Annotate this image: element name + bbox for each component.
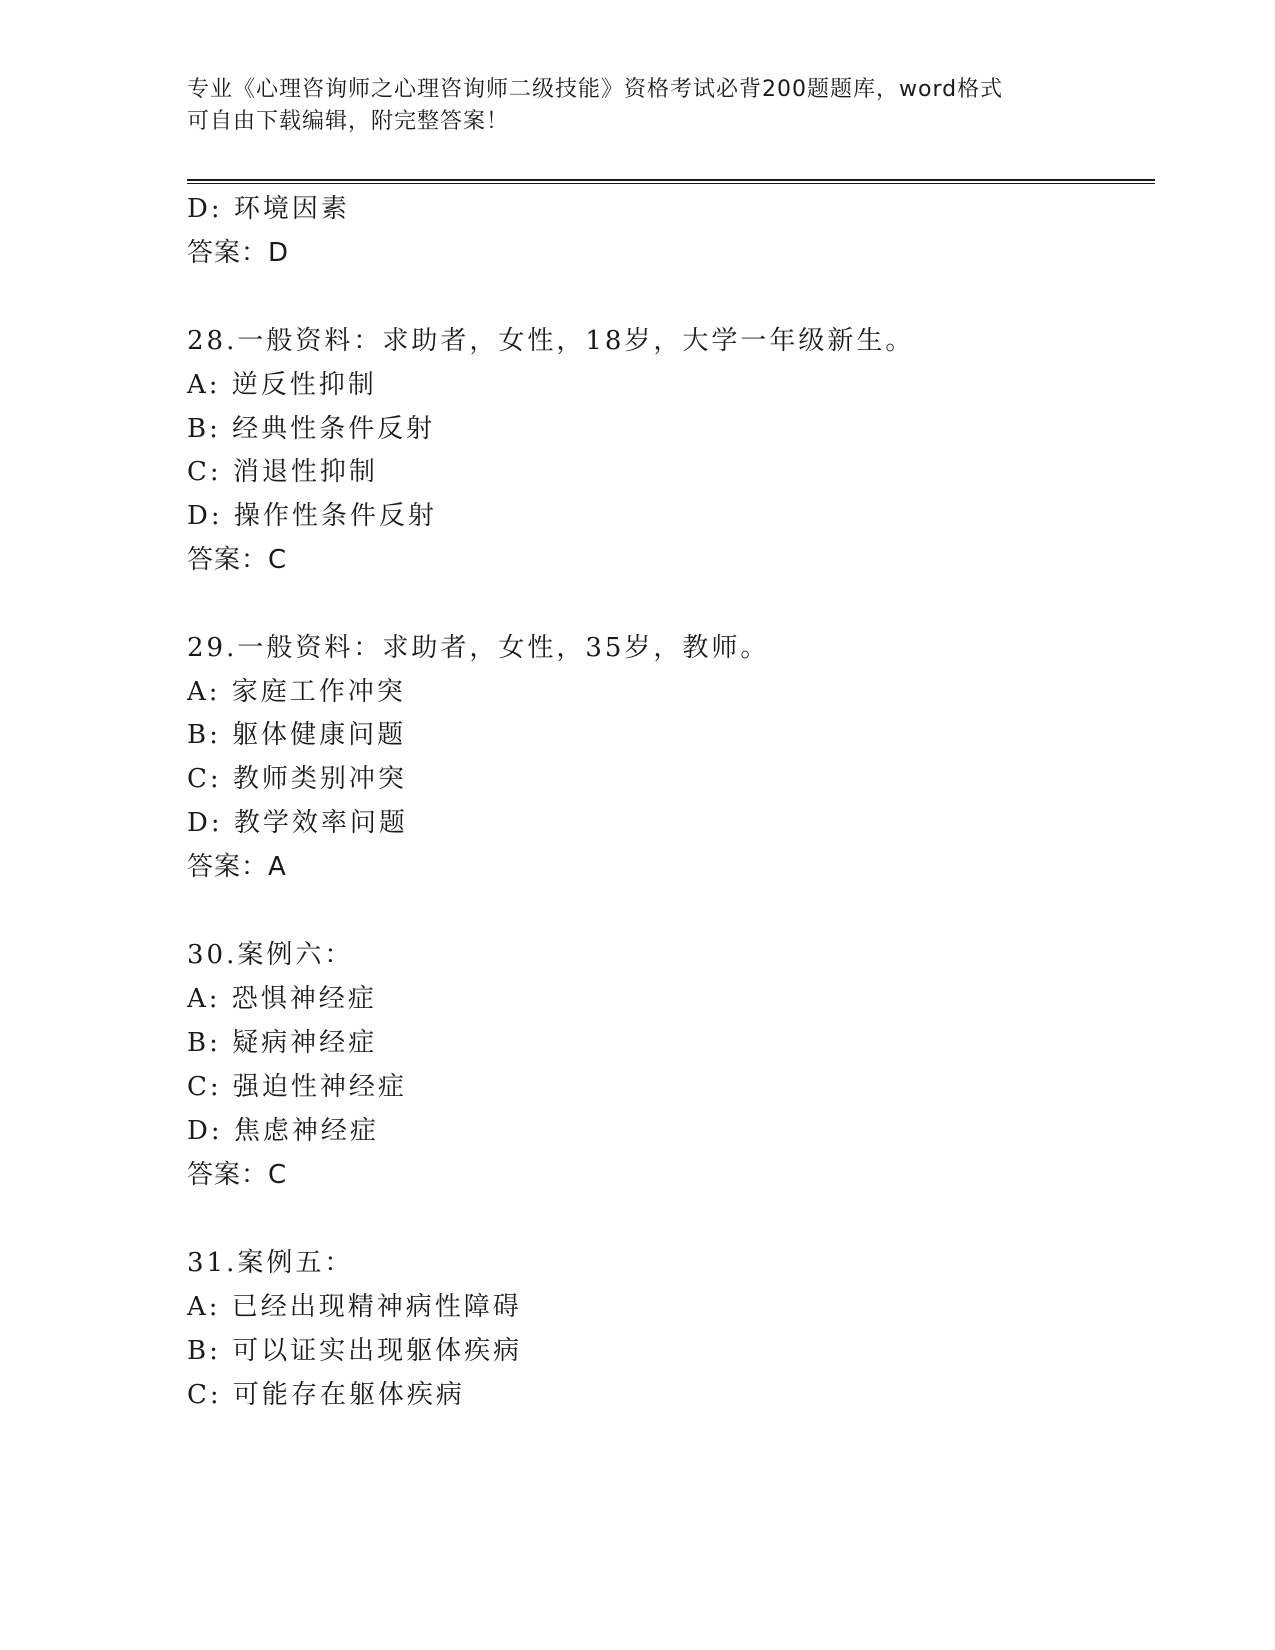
option-b: B: 可以证实出现躯体疾病 [187,1336,523,1366]
option-d: D: 教学效率问题 [187,808,408,838]
option-c: C: 教师类别冲突 [187,764,407,794]
option-b: B: 经典性条件反射 [187,414,436,444]
answer-line: 答案：D [187,238,290,268]
header-line-1: 专业《心理咨询师之心理咨询师二级技能》资格考试必背200题题库，word格式 [187,77,1004,102]
question-30: 30.案例六： [187,940,354,970]
answer-line: 答案：C [187,1160,288,1190]
header-line-2: 可自由下载编辑，附完整答案！ [187,109,510,134]
header-divider-thin [187,183,1155,184]
option-c: C: 可能存在躯体疾病 [187,1380,465,1410]
document-header [187,74,1087,138]
option-d: D: 环境因素 [187,194,350,224]
option-d: D: 焦虑神经症 [187,1116,379,1146]
answer-line: 答案：A [187,852,287,882]
option-b: B: 疑病神经症 [187,1028,378,1058]
option-a: A: 已经出现精神病性障碍 [187,1292,522,1322]
option-c: C: 消退性抑制 [187,457,378,487]
option-a: A: 逆反性抑制 [187,370,377,400]
question-29: 29.一般资料：求助者，女性，35岁，教师。 [187,633,770,663]
option-b: B: 躯体健康问题 [187,720,407,750]
question-31: 31.案例五： [187,1248,354,1278]
question-28: 28.一般资料：求助者，女性，18岁，大学一年级新生。 [187,326,915,356]
header-divider-thick [187,179,1155,181]
option-c: C: 强迫性神经症 [187,1072,407,1102]
answer-line: 答案：C [187,545,288,575]
option-a: A: 恐惧神经症 [187,984,377,1014]
option-a: A: 家庭工作冲突 [187,677,406,707]
option-d: D: 操作性条件反射 [187,501,437,531]
